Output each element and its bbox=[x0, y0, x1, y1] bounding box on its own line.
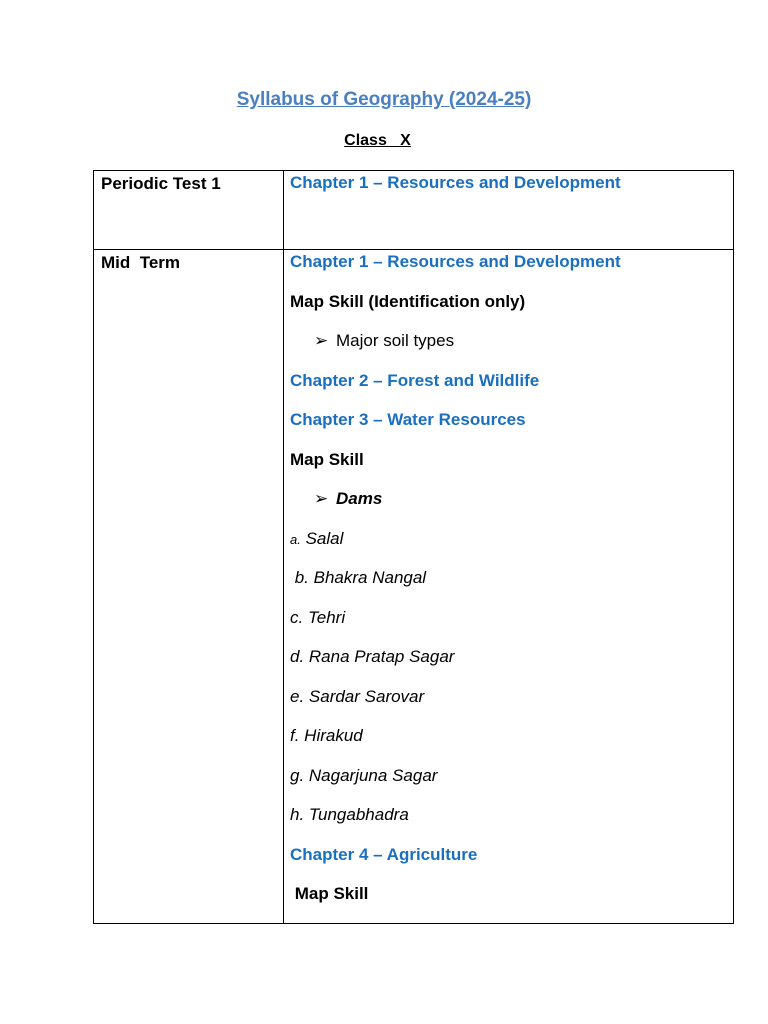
content-cell bbox=[284, 250, 734, 924]
term-cell bbox=[94, 250, 284, 924]
map-skill-heading: Map Skill bbox=[290, 449, 364, 469]
bullet-item bbox=[290, 488, 733, 528]
map-skill-heading: Map Skill (Identification only) bbox=[290, 291, 526, 311]
chapter-heading: Chapter 4 – Agriculture bbox=[290, 844, 478, 864]
dam-item bbox=[290, 528, 733, 568]
dam-item: g. Nagarjuna Sagar bbox=[290, 765, 438, 785]
list-marker: a. bbox=[290, 531, 301, 547]
dam-item: d. Rana Pratap Sagar bbox=[290, 647, 455, 666]
bullet-text: Dams bbox=[336, 489, 383, 508]
dam-name: Salal bbox=[305, 528, 344, 548]
dam-item: e. Sardar Sarovar bbox=[290, 686, 425, 706]
dam-item: b. Bhakra Nangal bbox=[290, 568, 427, 587]
chapter-heading: Chapter 3 – Water Resources bbox=[290, 410, 526, 429]
page-title: Syllabus of Geography (2024-25) bbox=[236, 89, 532, 110]
content-cell bbox=[284, 171, 734, 250]
term-label: Periodic Test 1 bbox=[101, 174, 221, 193]
chapter-heading: Chapter 1 – Resources and Development bbox=[290, 173, 621, 192]
bullet-text: Major soil types bbox=[336, 331, 455, 350]
arrow-bullet-icon: ➢ bbox=[314, 489, 329, 508]
chapter-heading: Chapter 1 – Resources and Development bbox=[290, 252, 621, 271]
dam-item: h. Tungabhadra bbox=[290, 805, 409, 824]
class-subtitle: Class X bbox=[344, 132, 411, 149]
bullet-item bbox=[290, 330, 733, 370]
dam-item: c. Tehri bbox=[290, 607, 346, 627]
arrow-bullet-icon: ➢ bbox=[314, 331, 329, 350]
term-cell bbox=[94, 171, 284, 250]
table-row bbox=[94, 250, 734, 924]
chapter-heading: Chapter 2 – Forest and Wildlife bbox=[290, 370, 540, 390]
dam-item: f. Hirakud bbox=[290, 726, 363, 745]
term-label: Mid Term bbox=[101, 253, 181, 272]
table-row bbox=[94, 171, 734, 250]
map-skill-heading: Map Skill bbox=[290, 884, 369, 903]
syllabus-table bbox=[93, 170, 734, 924]
